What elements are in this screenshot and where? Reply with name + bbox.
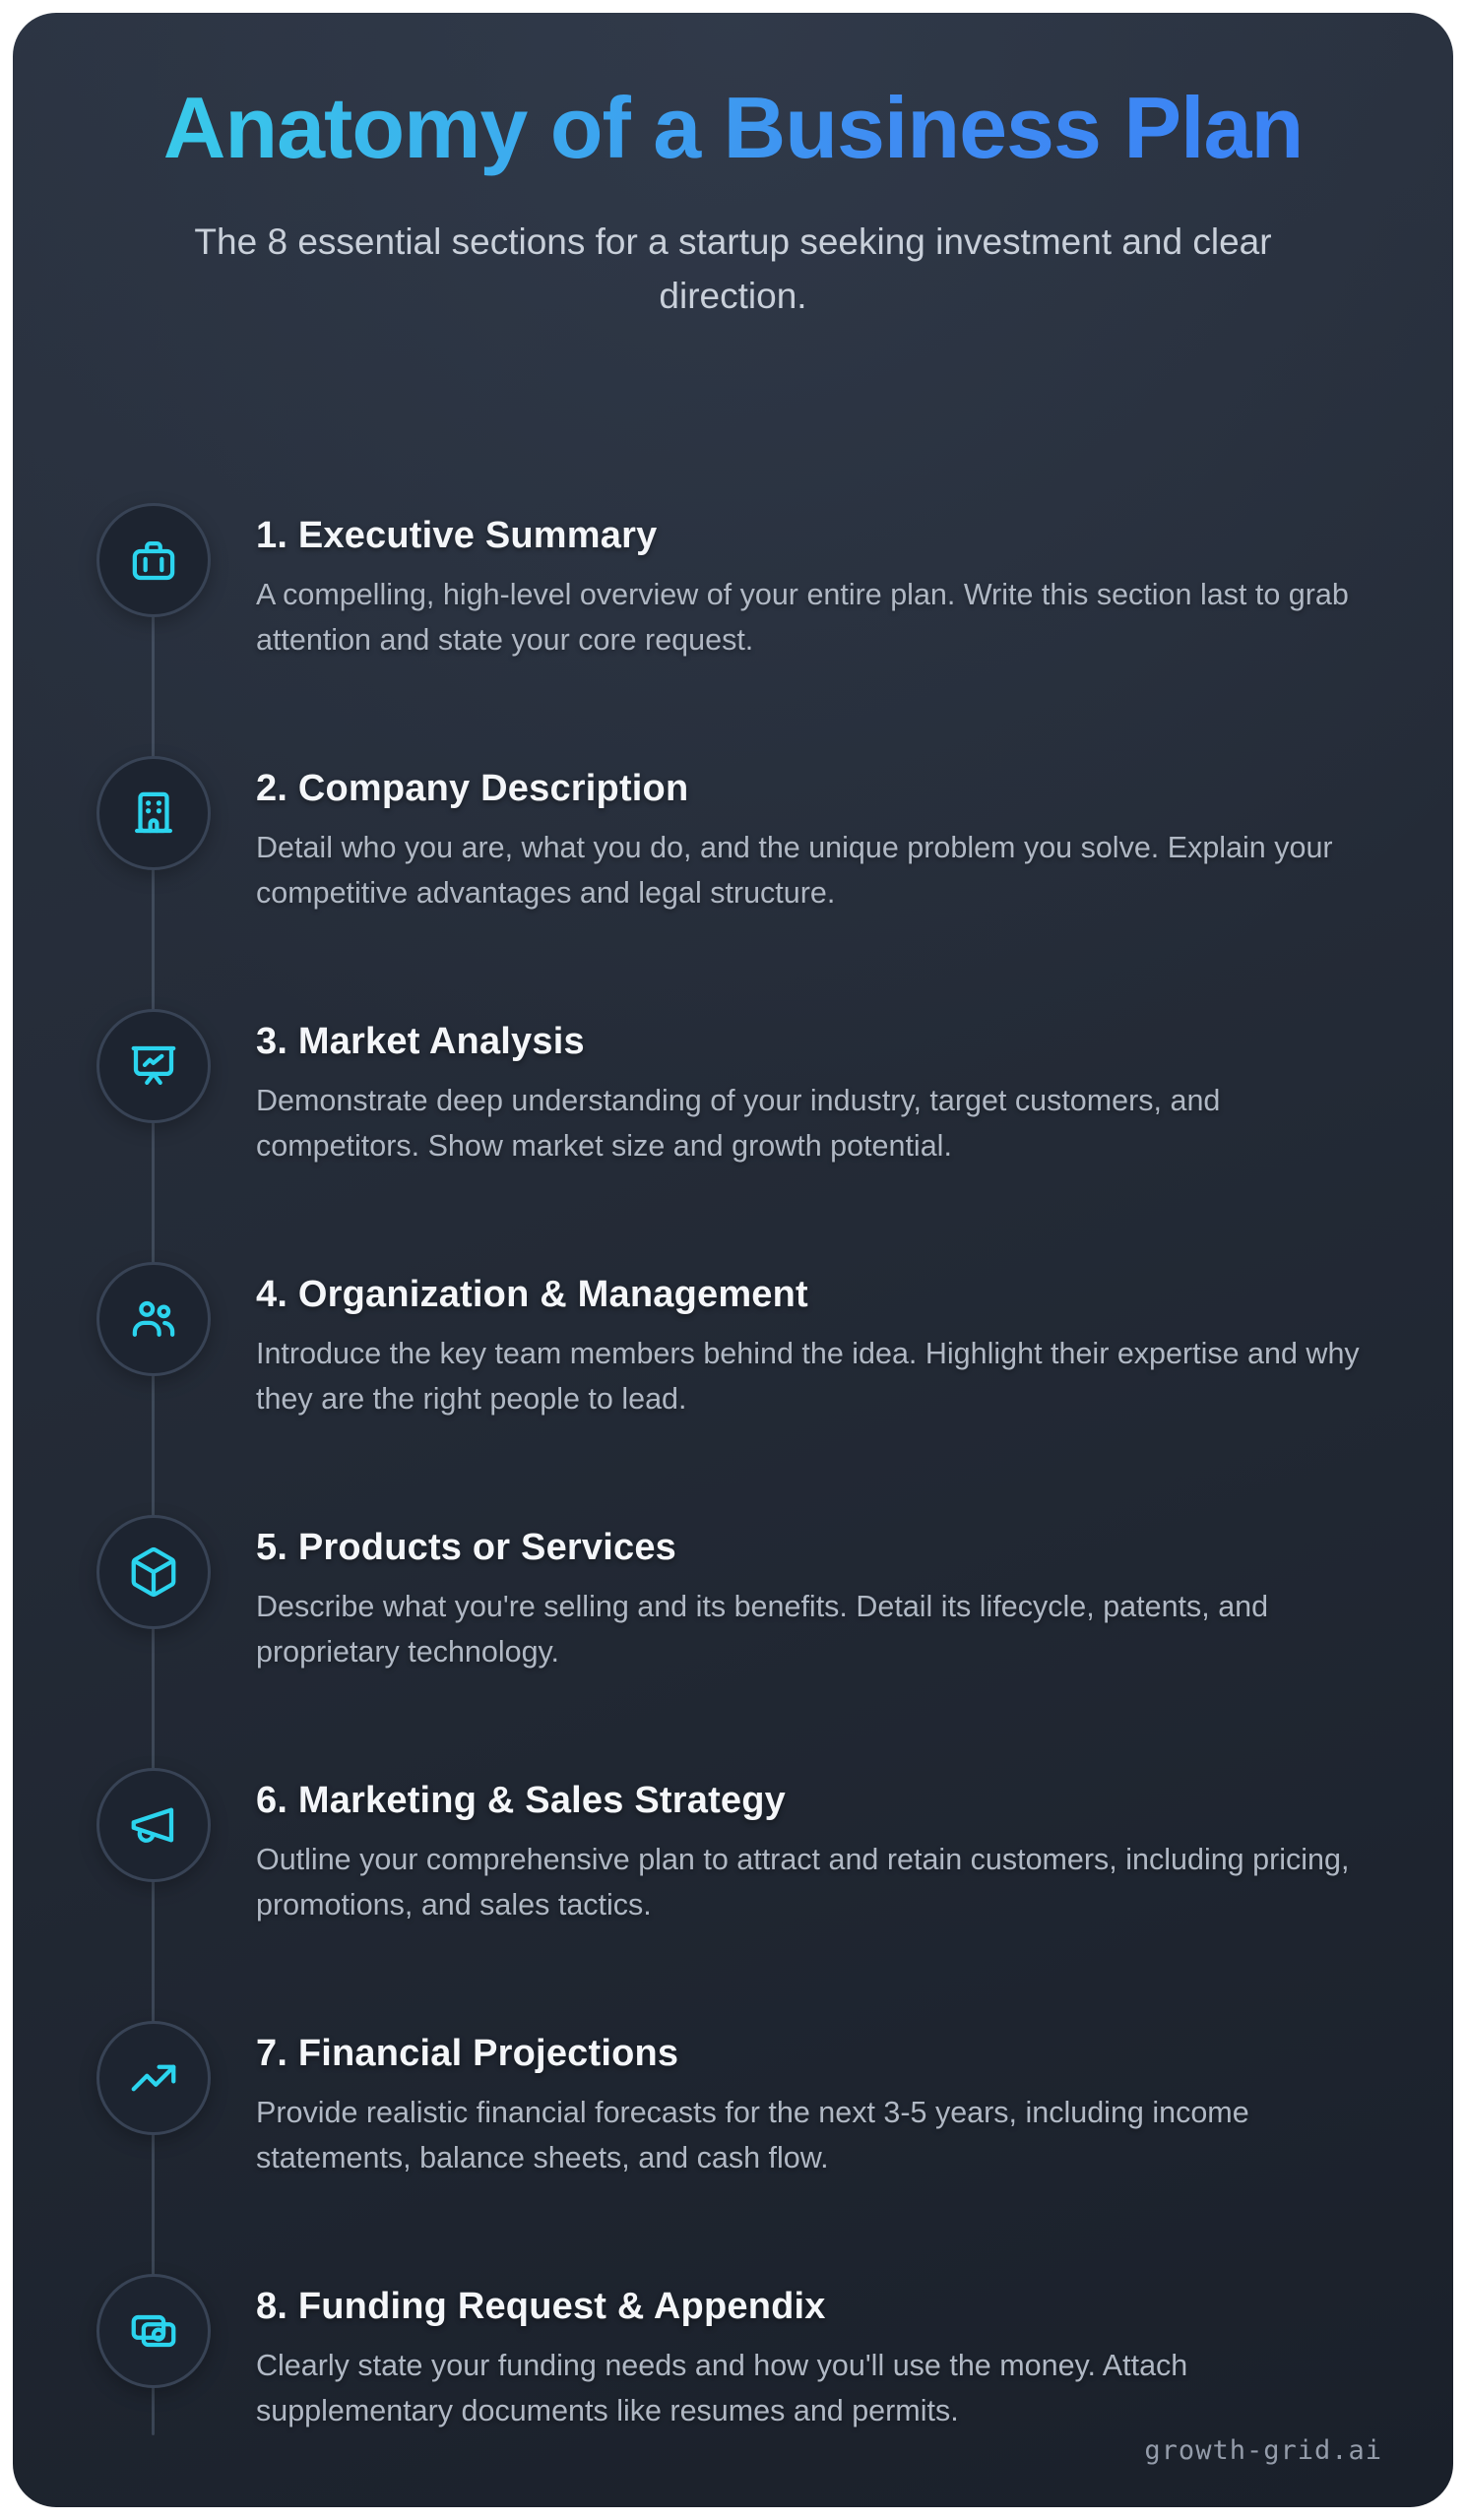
section-icon-circle — [96, 1515, 211, 1629]
section-icon-circle — [96, 2274, 211, 2388]
section-item — [13, 1009, 1453, 1262]
section-description: Describe what you're selling and its benefits. Detail its lifecycle, patents, and proprietary technology. — [256, 1590, 1269, 1669]
cube-icon — [127, 1545, 180, 1599]
section-icon-circle — [96, 1009, 211, 1123]
presentation-chart-icon — [127, 1040, 180, 1093]
section-item — [13, 1515, 1453, 1768]
page-subtitle: The 8 essential sections for a startup seeking investment and clear direction. — [194, 220, 1272, 317]
section-text — [256, 503, 1378, 663]
header — [13, 13, 1453, 324]
section-title: 2. Company Description — [256, 768, 689, 809]
section-item — [13, 503, 1453, 756]
section-description: Provide realistic financial forecasts for the next 3-5 years, including income statements, balance sheets, and cash flow. — [256, 2096, 1249, 2174]
section-title: 3. Market Analysis — [256, 1021, 585, 1062]
section-item — [13, 2274, 1453, 2507]
section-title: 7. Financial Projections — [256, 2033, 679, 2074]
section-description: Detail who you are, what you do, and the unique problem you solve. Explain your competitive advantages and legal structure. — [256, 831, 1333, 910]
section-title: 1. Executive Summary — [256, 515, 658, 556]
footer-brand: growth-grid.ai — [1144, 2435, 1382, 2466]
section-item — [13, 1768, 1453, 2021]
banknotes-icon — [127, 2304, 180, 2358]
team-icon — [127, 1292, 180, 1346]
section-icon-circle — [96, 1262, 211, 1376]
section-item — [13, 2021, 1453, 2274]
section-text — [256, 1515, 1378, 1675]
section-item — [13, 756, 1453, 1009]
sections-list — [13, 503, 1453, 2507]
section-text — [256, 756, 1378, 916]
section-icon-circle — [96, 503, 211, 617]
section-title: 4. Organization & Management — [256, 1274, 808, 1315]
section-icon-circle — [96, 1768, 211, 1882]
section-description: Introduce the key team members behind the idea. Highlight their expertise and why they are the right people to lead. — [256, 1337, 1360, 1416]
section-description: A compelling, high-level overview of your entire plan. Write this section last to grab attention and state your core request. — [256, 578, 1349, 657]
section-icon-circle — [96, 756, 211, 870]
megaphone-icon — [127, 1798, 180, 1852]
section-item — [13, 1262, 1453, 1515]
section-text — [256, 2021, 1378, 2181]
briefcase-icon — [127, 534, 180, 587]
page-title: Anatomy of a Business Plan — [113, 78, 1354, 179]
section-title: 5. Products or Services — [256, 1527, 677, 1568]
section-description: Outline your comprehensive plan to attract and retain customers, including pricing, promotions, and sales tactics. — [256, 1843, 1350, 1922]
section-title: 8. Funding Request & Appendix — [256, 2286, 826, 2327]
section-description: Clearly state your funding needs and how you'll use the money. Attach supplementary documents like resumes and permits. — [256, 2349, 1188, 2427]
section-description: Demonstrate deep understanding of your industry, target customers, and competitors. Show market size and growth potential. — [256, 1084, 1221, 1163]
trending-up-icon — [127, 2051, 180, 2105]
section-text — [256, 1768, 1378, 1928]
infographic-card — [13, 13, 1453, 2507]
section-icon-circle — [96, 2021, 211, 2135]
section-text — [256, 1009, 1378, 1169]
building-icon — [127, 787, 180, 840]
section-text — [256, 1262, 1378, 1422]
section-title: 6. Marketing & Sales Strategy — [256, 1780, 787, 1821]
section-text — [256, 2274, 1378, 2434]
